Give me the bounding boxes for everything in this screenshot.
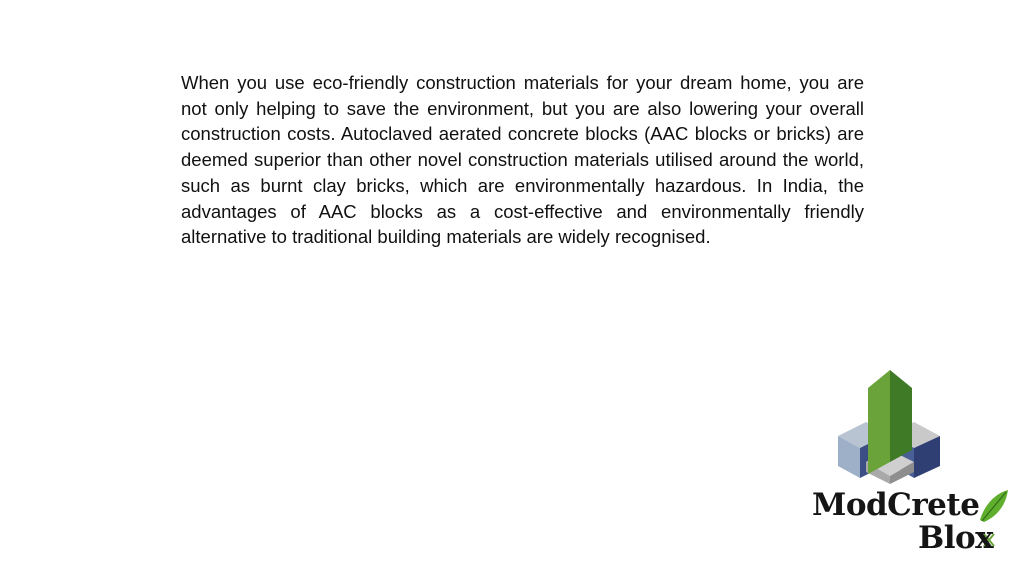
logo-tower-front [868, 370, 890, 474]
modcrete-blox-logo [808, 366, 1014, 560]
logo-wordmark-line2: Blox [918, 520, 994, 556]
leaf-vein [982, 492, 1006, 521]
logo-wordmark-line1: ModCrete [812, 487, 980, 523]
logo-tower-side [890, 370, 912, 462]
body-paragraph: When you use eco-friendly construction materials for your dream home, you are not only helping to save the environment, but you are also lowering your overall construction costs. Autoclaved aerated concrete blocks (AAC blocks or bricks) are deemed superior than other novel construction materials utilised around the world, such as burnt clay bricks, which are environmentally hazardous. In India, the advantages of AAC blocks as a cost-effective and environmentally friendly alternative to traditional building materials are widely recognised. [181, 72, 864, 248]
